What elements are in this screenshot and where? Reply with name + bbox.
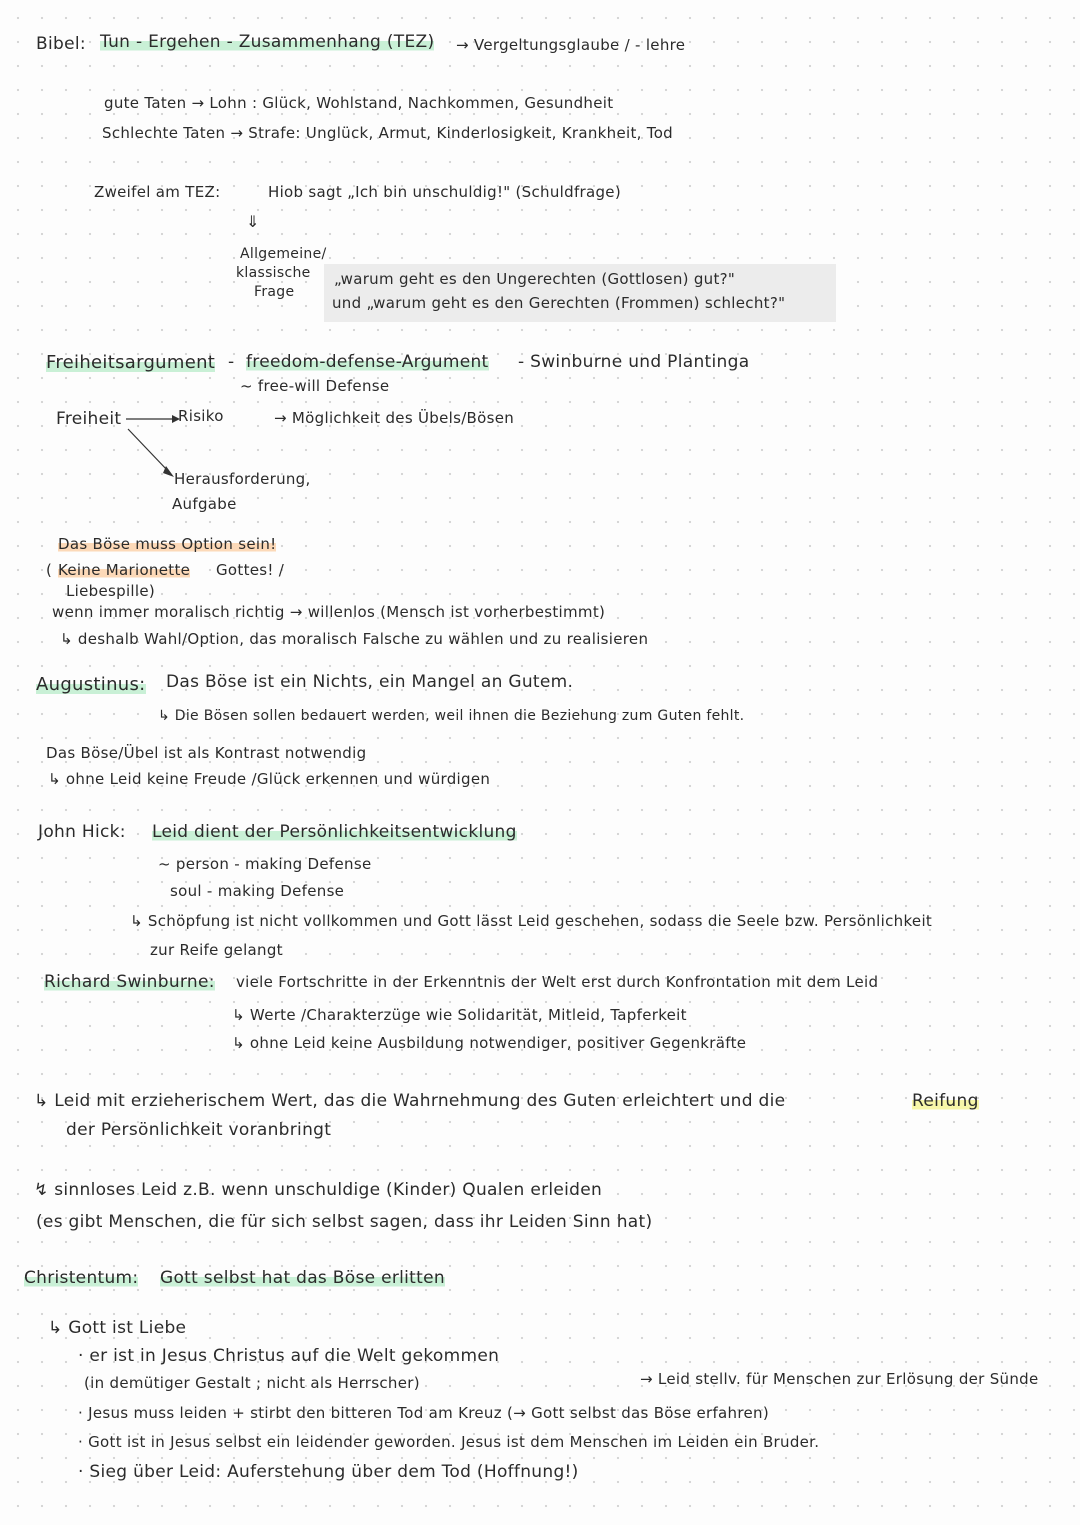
schoepfung-line-1: ↳ Schöpfung ist nicht vollkommen und Gott lässt Leid geschehen, sodass die Seele bzw. Persönlichkeit <box>130 912 933 930</box>
sinnlos-line-2: (es gibt Menschen, die für sich selbst sagen, dass ihr Leiden Sinn hat) <box>36 1212 653 1232</box>
augustinus-heading: Augustinus: <box>36 674 146 695</box>
vergeltung-text: → Vergeltungsglaube / - lehre <box>456 36 686 54</box>
kontrast-line: Das Böse/Übel ist als Kontrast notwendig <box>46 744 367 762</box>
sinnlos-line: ↯ sinnloses Leid z.B. wenn unschuldige (Kinder) Qualen erleiden <box>34 1180 603 1200</box>
jesus-line-1: · er ist in Jesus Christus auf die Welt gekommen <box>78 1346 500 1366</box>
boese-option-line: Das Böse muss Option sein! <box>58 535 277 553</box>
reifung-text: Reifung <box>912 1091 979 1111</box>
gott-liebe-line: ↳ Gott ist Liebe <box>48 1318 187 1338</box>
schlechte-taten-line: Schlechte Taten → Strafe: Unglück, Armut, Kinderlosigkeit, Krankheit, Tod <box>102 124 674 142</box>
jesus-line-3: · Jesus muss leiden + stirbt den bitteren Tod am Kreuz (→ Gott selbst das Böse erfahren) <box>78 1404 769 1422</box>
quote-line-2: und „warum geht es den Gerechten (Frommen) schlecht?" <box>332 294 786 312</box>
risiko-label: Risiko <box>178 407 224 425</box>
person-making: ~ person - making Defense <box>158 855 372 873</box>
ohne-leid-line: ↳ ohne Leid keine Freude /Glück erkennen und würdigen <box>48 770 491 788</box>
freiheitsargument-heading: Freiheitsargument <box>46 352 216 373</box>
frage-label-2: klassische <box>236 265 311 281</box>
aufgabe-label: Aufgabe <box>172 495 237 513</box>
hick-heading: John Hick: <box>38 822 126 842</box>
wenn-immer-line: wenn immer moralisch richtig → willenlos (Mensch ist vorherbestimmt) <box>52 603 606 621</box>
moeglichkeit-line: → Möglichkeit des Übels/Bösen <box>274 409 515 427</box>
christentum-text: Gott selbst hat das Böse erlitten <box>160 1268 445 1288</box>
hick-text: Leid dient der Persönlichkeitsentwicklung <box>152 822 517 842</box>
quote-line-1: „warum geht es den Ungerechten (Gottlosen) gut?" <box>334 270 736 288</box>
zweifel-label: Zweifel am TEZ: <box>94 183 221 201</box>
jesus-line-2: (in demütiger Gestalt ; nicht als Herrscher) <box>84 1374 420 1392</box>
erzieh-line-2: der Persönlichkeit voranbringt <box>66 1120 332 1140</box>
hiob-line: Hiob sagt „Ich bin unschuldig!" (Schuldfrage) <box>268 183 621 201</box>
marionette-open: ( <box>46 561 53 579</box>
marionette-rest: Gottes! / <box>216 561 285 579</box>
freedom-defense: freedom-defense-Argument <box>246 352 489 372</box>
swinburne-plantinga: - Swinburne und Plantinga <box>518 352 750 372</box>
herausforderung-label: Herausforderung, <box>174 470 311 488</box>
frage-label-3: Frage <box>254 284 295 300</box>
free-will-defense: ~ free-will Defense <box>240 377 390 395</box>
sieg-line: · Sieg über Leid: Auferstehung über dem Tod (Hoffnung!) <box>78 1462 579 1482</box>
christentum-heading: Christentum: <box>24 1268 139 1288</box>
gute-taten-line: gute Taten → Lohn : Glück, Wohlstand, Nachkommen, Gesundheit <box>104 94 614 112</box>
erzieh-line-1: ↳ Leid mit erzieherischem Wert, das die Wahrnehmung des Guten erleichtert und die <box>34 1091 786 1111</box>
jesus-line-4: · Gott ist in Jesus selbst ein leidender geworden. Jesus ist dem Menschen im Leiden ein Bruder. <box>78 1433 820 1451</box>
freiheit-label: Freiheit <box>56 409 122 429</box>
bedauert-line: ↳ Die Bösen sollen bedauert werden, weil ihnen die Beziehung zum Guten fehlt. <box>158 708 745 724</box>
down-arrow-icon: ⇓ <box>246 212 260 231</box>
dash: - <box>228 352 235 372</box>
schoepfung-line-2: zur Reife gelangt <box>150 941 283 959</box>
ohne-leid-2-line: ↳ ohne Leid keine Ausbildung notwendiger, positiver Gegenkräfte <box>232 1034 747 1052</box>
augustinus-text: Das Böse ist ein Nichts, ein Mangel an Gutem. <box>166 672 574 692</box>
bibel-label: Bibel: <box>36 34 86 54</box>
stellv-line: → Leid stellv. für Menschen zur Erlösung der Sünde <box>640 1370 1039 1388</box>
liebespille-text: Liebespille) <box>66 582 156 600</box>
marionette-text: Keine Marionette <box>58 561 191 579</box>
deshalb-line: ↳ deshalb Wahl/Option, das moralisch Falsche zu wählen und zu realisieren <box>60 630 649 648</box>
tez-heading: Tun - Ergehen - Zusammenhang (TEZ) <box>100 32 435 52</box>
swinburne-text: viele Fortschritte in der Erkenntnis der Welt erst durch Konfrontation mit dem Leid <box>236 973 879 991</box>
werte-line: ↳ Werte /Charakterzüge wie Solidarität, Mitleid, Tapferkeit <box>232 1006 687 1024</box>
swinburne-heading: Richard Swinburne: <box>44 972 215 992</box>
soul-making: soul - making Defense <box>170 882 345 900</box>
frage-label-1: Allgemeine/ <box>240 246 327 262</box>
